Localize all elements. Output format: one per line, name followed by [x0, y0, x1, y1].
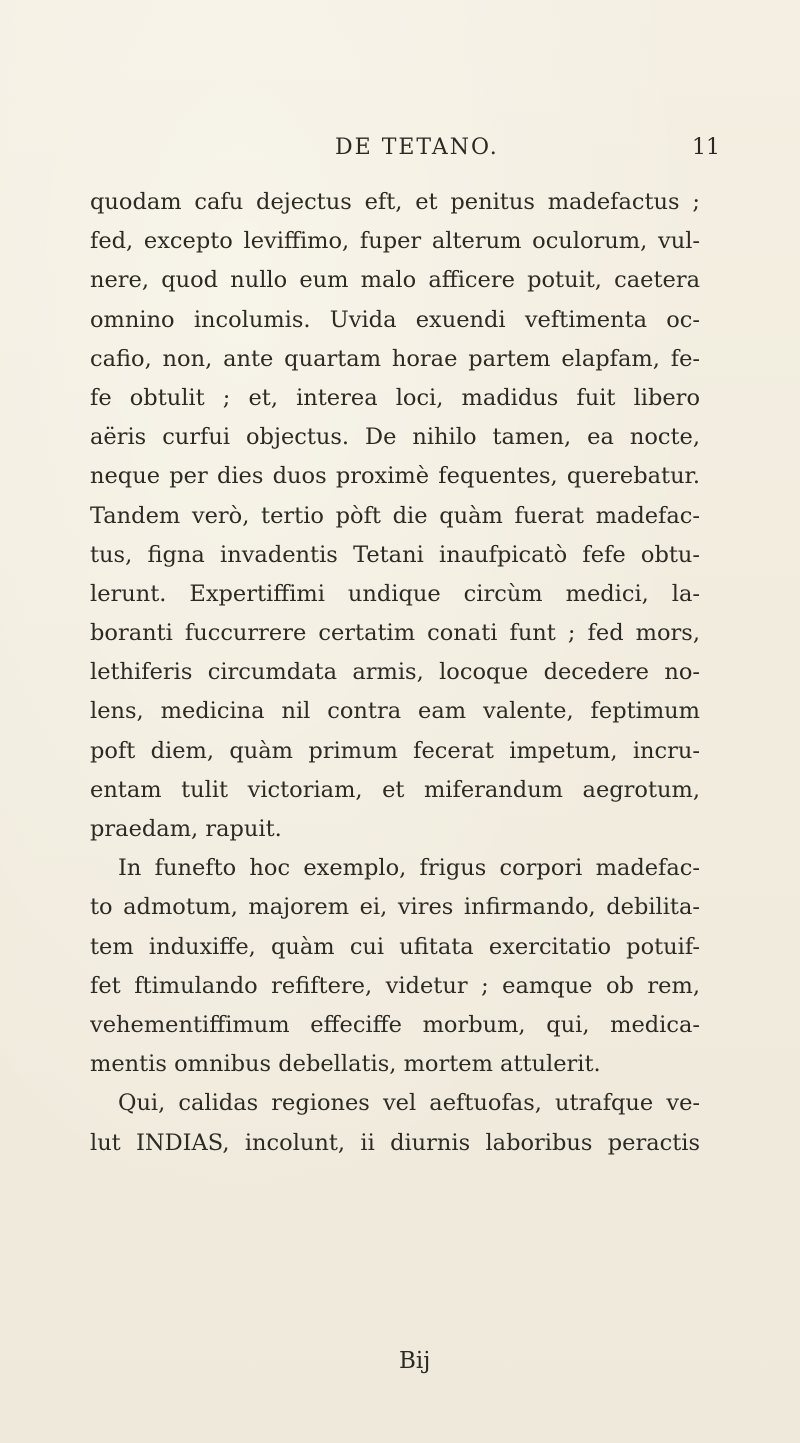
paragraph-end-line: praedam, rapuit. [90, 816, 282, 842]
text-line: aëris curfui objectus. De nihilo tamen, ea nocte, [90, 424, 700, 451]
running-head: DE TETANO. [335, 135, 499, 160]
text-line: nere, quod nullo eum malo afficere potuit, caetera [90, 267, 700, 294]
text-line: neque per dies duos proximè fequentes, querebatur. [90, 463, 700, 490]
text-line: lut INDIAS, incolunt, ii diurnis laboribus peractis [90, 1129, 700, 1156]
text-line: quodam cafu dejectus eft, et penitus madefactus ; [90, 189, 700, 215]
paragraph-start-line: Qui, calidas regiones vel aeftuofas, utrafque ve- [118, 1090, 700, 1117]
text-line: to admotum, majorem ei, vires infirmando, debilita- [90, 894, 700, 921]
text-line: cafio, non, ante quartam horae partem elapfam, fe- [90, 345, 700, 372]
text-line: lethiferis circumdata armis, locoque decedere no- [90, 659, 700, 686]
paragraph-end-line: mentis omnibus debellatis, mortem attulerit. [90, 1051, 601, 1078]
signature-mark: Bij [399, 1348, 431, 1374]
body-text [90, 183, 700, 1163]
text-line: boranti fuccurrere certatim conati funt ; fed mors, [90, 620, 700, 647]
text-line: tus, figna invadentis Tetani inaufpicatò fefe obtu- [90, 541, 700, 568]
page-header [0, 135, 800, 165]
text-line: lens, medicina nil contra eam valente, feptimum [90, 698, 700, 725]
page-number: 11 [692, 135, 720, 160]
text-line: Tandem verò, tertio pòft die quàm fuerat madefac- [90, 502, 700, 529]
text-line: vehementiffimum effeciffe morbum, qui, medica- [90, 1011, 700, 1038]
text-line: tem induxiffe, quàm cui ufitata exercitatio potuif- [90, 933, 700, 960]
text-line: fed, excepto leviffimo, fuper alterum oculorum, vul- [90, 228, 700, 255]
text-line: lerunt. Expertiffimi undique circùm medici, la- [90, 580, 700, 607]
text-line: poft diem, quàm primum fecerat impetum, incru- [90, 737, 700, 764]
text-line: omnino incolumis. Uvida exuendi veftimenta oc- [90, 306, 700, 333]
paragraph-start-line: In funefto hoc exemplo, frigus corpori madefac- [118, 855, 700, 882]
text-line: entam tulit victoriam, et miferandum aegrotum, [90, 776, 700, 803]
text-line: fe obtulit ; et, interea loci, madidus fuit libero [90, 384, 700, 411]
text-line: fet ftimulando refiftere, videtur ; eamque ob rem, [90, 972, 700, 999]
